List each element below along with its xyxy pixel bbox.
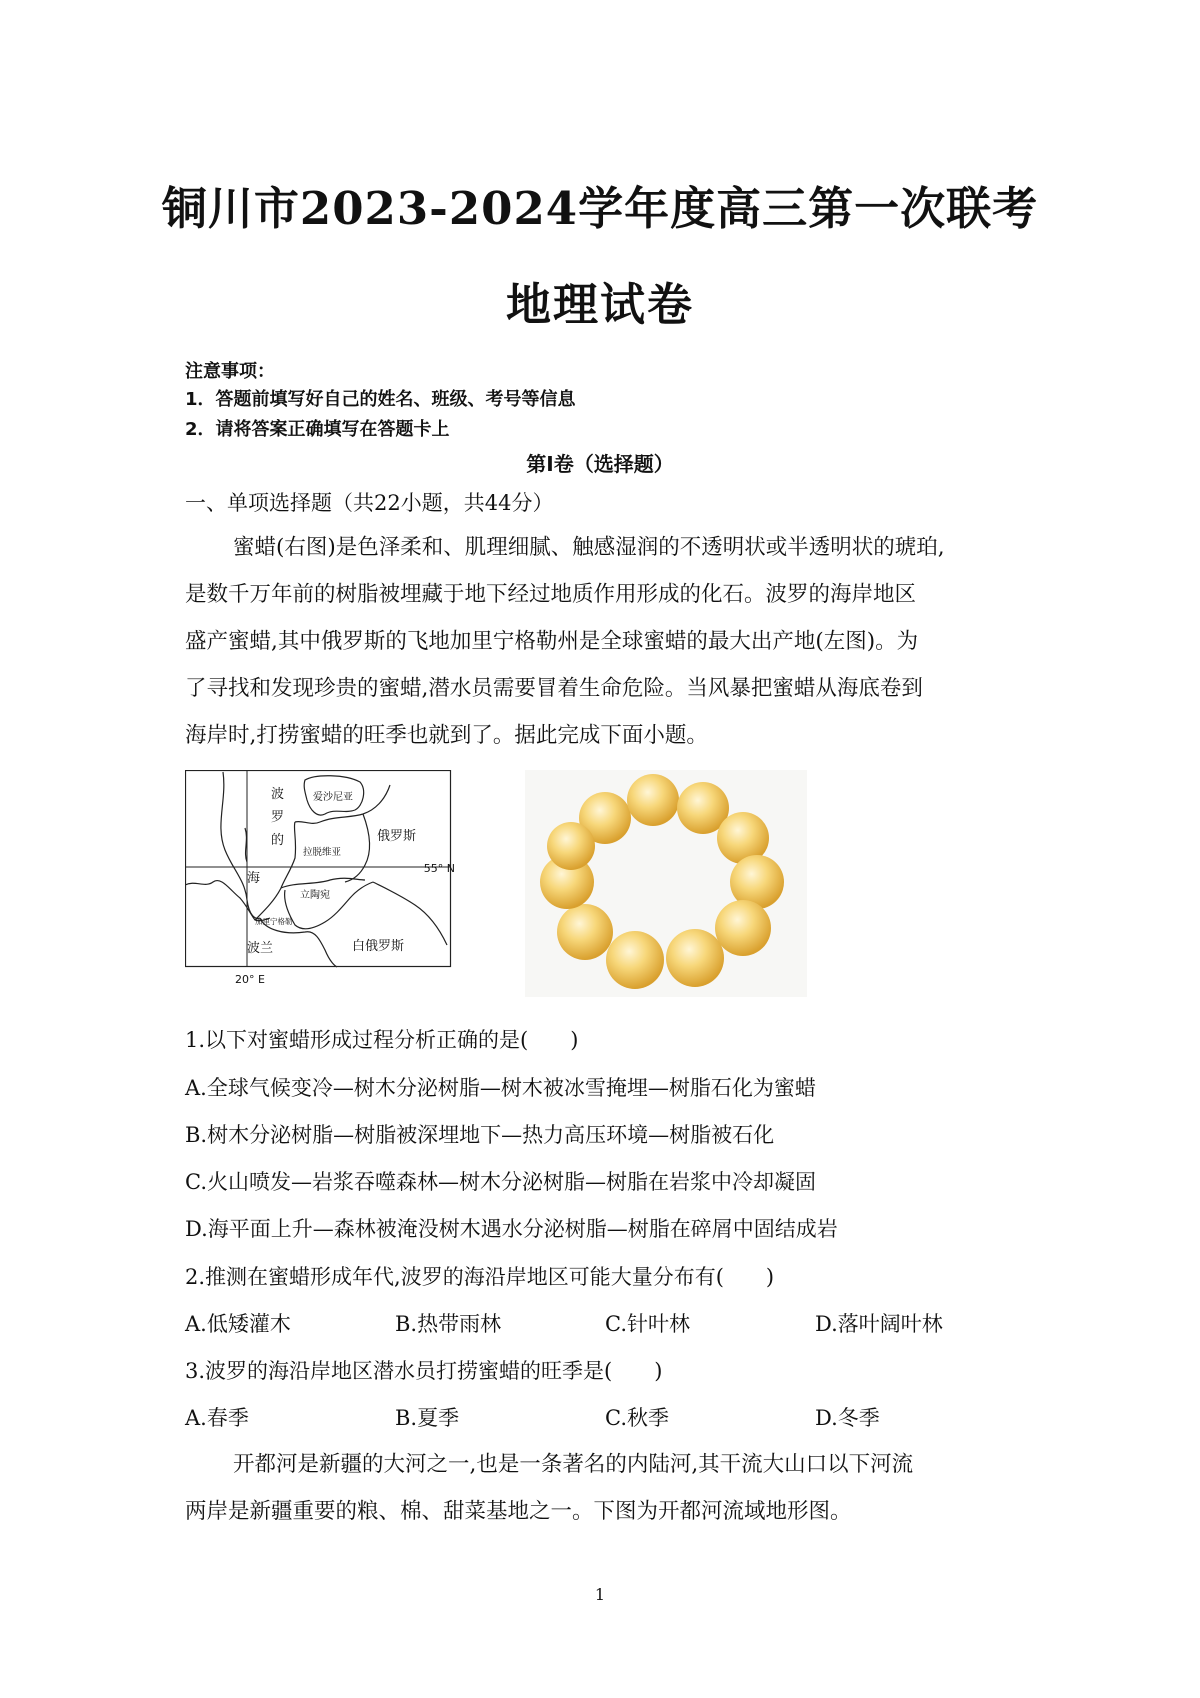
notice-item: 1．答题前填写好自己的姓名、班级、考号等信息 [185,389,576,410]
map-label-sea: 海 [247,871,261,886]
map-label-belarus: 白俄罗斯 [352,939,405,954]
question-1-stem: 1.以下对蜜蜡形成过程分析正确的是( ) [185,1028,579,1052]
baltic-map [185,770,473,990]
passage-line: 海岸时,打捞蜜蜡的旺季也就到了。据此完成下面小题。 [185,723,708,748]
question-3-option-d: D.冬季 [815,1406,880,1430]
passage-line: 蜜蜡(右图)是色泽柔和、肌理细腻、触感湿润的不透明状或半透明状的琥珀, [233,535,945,560]
map-label-estonia: 爱沙尼亚 [313,792,353,803]
question-2-option-c: C.针叶林 [605,1312,690,1336]
page-number: 1 [594,1585,606,1604]
part-title: 一、单项选择题（共22小题，共44分） [185,491,554,515]
passage-line: 了寻找和发现珍贵的蜜蜡,潜水员需要冒着生命危险。当风暴把蜜蜡从海底卷到 [185,676,923,701]
question-3-option-a: A.春季 [185,1406,249,1430]
question-2-option-b: B.热带雨林 [395,1312,502,1336]
passage-kaidu-river [185,1441,1025,1535]
baltic-map-svg [185,770,473,990]
map-label-poland: 波兰 [247,941,274,956]
question-3-option-b: B.夏季 [395,1406,460,1430]
map-label-latitude: 55° N [423,862,455,875]
question-1-option-b: B.树木分泌树脂—树脂被深埋地下—热力高压环境—树脂被石化 [185,1123,775,1147]
exam-title: 铜川市2023-2024学年度高三第一次联考 [161,182,1039,235]
map-label-sea: 波 [271,787,285,802]
map-label-longitude: 20° E [235,973,265,986]
notice-heading: 注意事项： [185,361,275,382]
map-label-lithuania: 立陶宛 [300,890,330,901]
passage-line: 开都河是新疆的大河之一,也是一条著名的内陆河,其干流大山口以下河流 [233,1452,914,1477]
map-label-latvia: 拉脱维亚 [303,847,342,858]
question-2-stem: 2.推测在蜜蜡形成年代,波罗的海沿岸地区可能大量分布有( ) [185,1265,775,1289]
map-label-russia: 俄罗斯 [377,829,417,844]
exam-subtitle: 地理试卷 [505,278,694,331]
passage-amber [185,524,1025,759]
map-label-sea: 罗 [271,810,285,825]
question-2-option-d: D.落叶阔叶林 [815,1312,943,1336]
passage-line: 是数千万年前的树脂被埋藏于地下经过地质作用形成的化石。波罗的海岸地区 [185,582,917,607]
map-label-kaliningrad: 加里宁格勒 [255,917,293,926]
section-title: 第Ⅰ卷（选择题） [526,452,674,476]
amber-bracelet-image [525,770,807,997]
map-label-sea: 的 [271,833,285,848]
question-1-option-a: A.全球气候变冷—树木分泌树脂—树木被冰雪掩埋—树脂石化为蜜蜡 [185,1076,816,1100]
passage-line: 盛产蜜蜡,其中俄罗斯的飞地加里宁格勒州是全球蜜蜡的最大出产地(左图)。为 [185,629,919,654]
question-3-stem: 3.波罗的海沿岸地区潜水员打捞蜜蜡的旺季是( ) [185,1359,663,1383]
question-1-option-c: C.火山喷发—岩浆吞噬森林—树木分泌树脂—树脂在岩浆中冷却凝固 [185,1170,816,1194]
passage-line: 两岸是新疆重要的粮、棉、甜菜基地之一。下图为开都河流域地形图。 [185,1499,852,1524]
question-3-option-c: C.秋季 [605,1406,669,1430]
notice-item: 2．请将答案正确填写在答题卡上 [185,419,450,440]
question-1-option-d: D.海平面上升—森林被淹没树木遇水分泌树脂—树脂在碎屑中固结成岩 [185,1217,838,1241]
amber-bracelet-photo [525,770,807,997]
question-2-option-a: A.低矮灌木 [185,1312,291,1336]
